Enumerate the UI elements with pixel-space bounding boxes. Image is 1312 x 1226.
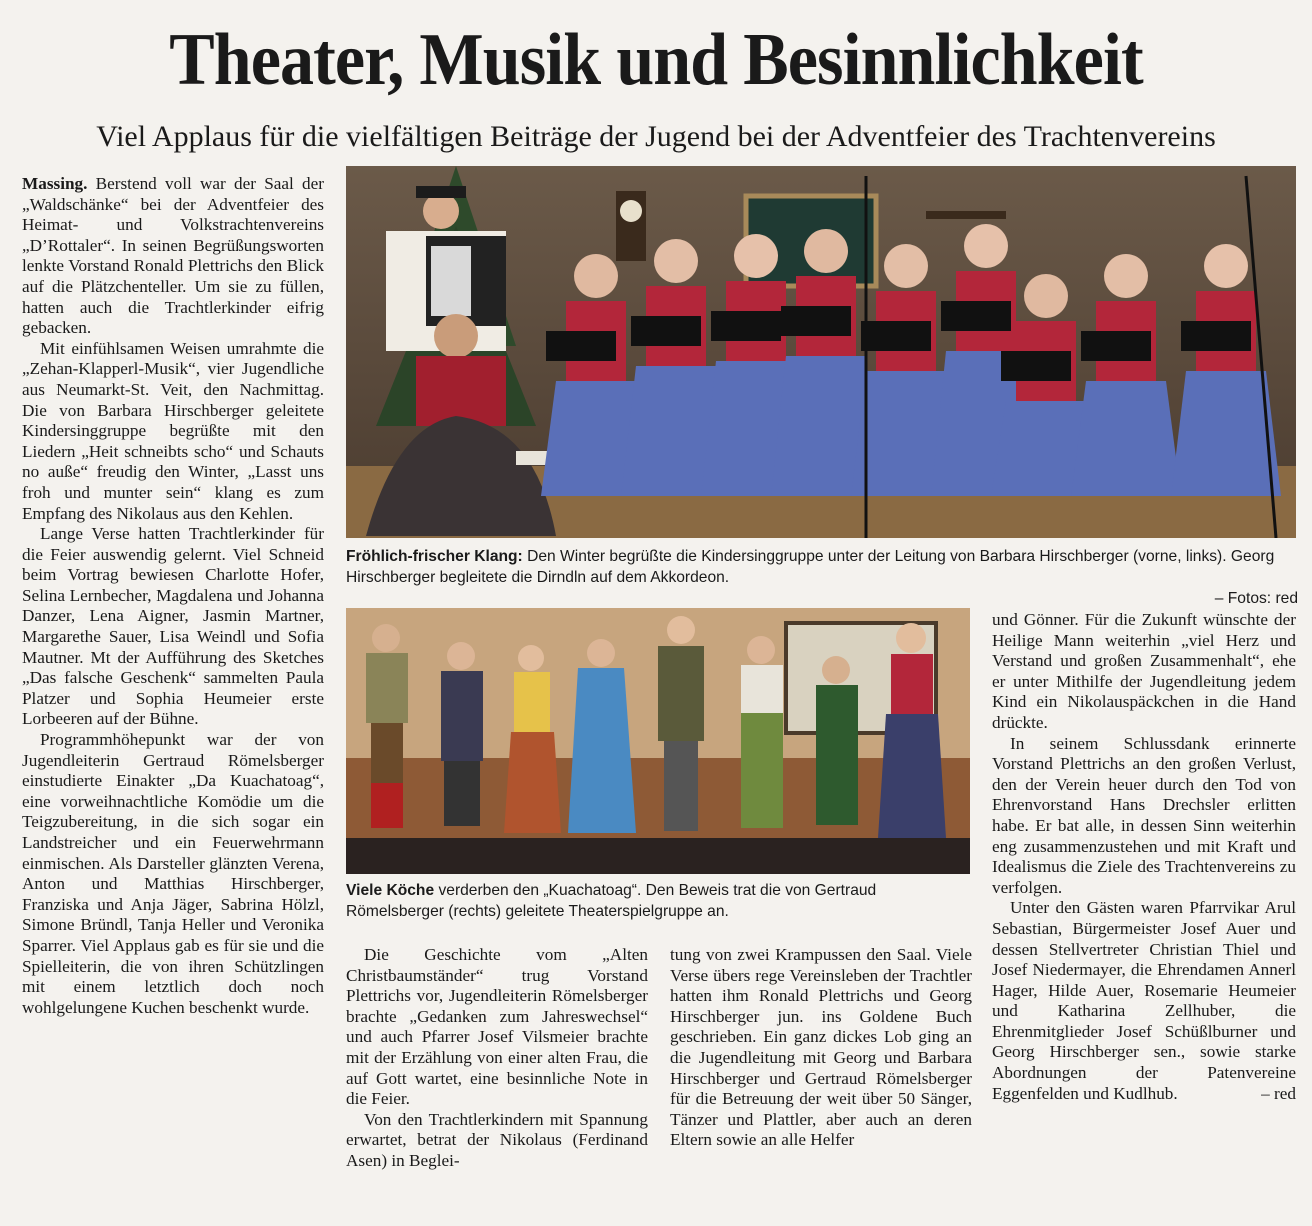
article-column-3 xyxy=(670,945,972,1151)
paragraph: tung von zwei Krampussen den Saal. Viele Verse übers rege Vereinsleben der Trachtler hatten ihm Ronald Plettrichs und Georg Hirschberger jun. ins Goldene Buch geschrieben. Ein ganz dickes Lob ging an die Jugendleitung mit Georg und Barbara Hirschberger und Gertraud Römelsberger für die Betreuung der weit über 50 Sänger, Tänzer und Plattler, aber auch an deren Eltern sowie an alle Helfer xyxy=(670,945,972,1150)
paragraph xyxy=(992,898,1296,1104)
photo-caption xyxy=(346,546,1298,607)
paragraph: Programmhöhepunkt war der von Jugendleiterin Gertraud Römelsberger einstudierte Einakter „Da Kuachatoag“, eine vorweihnachtliche Komödie um die Teigzubereitung, in die sich sogar ein Landstreicher und ein Feuerwehrmann einmischen. Als Darsteller glänzten Verena, Anton und Matthias Hirschberger, Franziska und Anja Jäger, Sabrina Hölzl, Simone Bründl, Tanja Heller und Veronika Sparrer. Viel Applaus gab es für sie und die Spielleiterin, die von ihren Schützlingen mit einem letztlich doch noch wohlgelungene Kuchen beschenkt wurde. xyxy=(22,730,324,1017)
caption-text: verderben den „Kuachatoag“. Den Beweis trat die von Gertraud Römelsberger (rechts) geleitete Theaterspielgruppe an. xyxy=(346,882,877,920)
caption-text: Den Winter begrüßte die Kindersinggruppe unter der Leitung von Barbara Hirschberger (vorne, links). Georg Hirschberger begleitete die Dirndln auf dem Akkordeon. xyxy=(346,548,1275,586)
caption-lead: Fröhlich-frischer Klang: xyxy=(346,548,523,565)
paragraph-text: Unter den Gästen waren Pfarrvikar Arul Sebastian, Bürgermeister Josef Auer und dessen Stellvertreter Christian Thiel und Josef Niedermayer, die Ehrendamen Annerl Hager, Hilde Auer, Rosemarie Heumeier und Katharina Zellhuber, die Ehrenmitglieder Josef Schüßlburner und Georg Hirschberger sen., sowie starke Abordnungen der Patenvereine Eggenfelden und Kudlhub. xyxy=(992,898,1296,1103)
photo-choir xyxy=(346,166,1296,538)
theater-illustration xyxy=(346,608,970,874)
paragraph xyxy=(22,174,324,339)
dateline: Massing. xyxy=(22,174,88,193)
paragraph: Mit einfühlsamen Weisen umrahmte die „Zehan-Klapperl-Musik“, vier Jugendliche aus Neumarkt-St. Veit, den Nachmittag. Die von Barbara Hirschberger geleitete Kindersinggruppe begrüßte mit den Liedern „Heit schneibts scho“ und Schauts no auße“ freudig den Winter, „Lasst uns froh und munter sein“ klang es zum Empfang des Nikolaus aus den Kehlen. xyxy=(22,338,324,523)
paragraph: In seinem Schlussdank erinnerte Vorstand Plettrichs an den großen Verlust, den der Verein heuer durch den Tod von Ehrenvorstand Hans Drechsler erlitten habe. Er bat alle, in dessen Sinn weiterhin eng zusammenzustehen und mit Kraft und Idealismus die Ziele des Trachtenvereins zu verfolgen. xyxy=(992,733,1296,897)
photo-theater xyxy=(346,608,970,874)
choir-illustration xyxy=(346,166,1296,538)
paragraph: Von den Trachtlerkindern mit Spannung erwartet, betrat der Nikolaus (Ferdinand Asen) in Beglei- xyxy=(346,1109,648,1170)
paragraph: Die Geschichte vom „Alten Christbaumständer“ trug Vorstand Plettrichs vor, Jugendleiterin Römelsberger brachte „Gedanken zum Jahreswechsel“ und auch Pfarrer Josef Vilsmeier brachte mit der Erzählung von einer alten Frau, die auf Gott wartet, eine besinnliche Note in die Feier. xyxy=(346,945,648,1109)
photo-caption xyxy=(346,880,970,922)
caption-lead: Viele Köche xyxy=(346,882,435,899)
photo-credit: – Fotos: red xyxy=(1214,590,1298,607)
article-column-2 xyxy=(346,945,648,1172)
article-column-1 xyxy=(22,174,324,1018)
headline: Theater, Musik und Besinnlichkeit xyxy=(169,19,1143,101)
author-signature: – red xyxy=(1261,1083,1296,1103)
subheadline: Viel Applaus für die vielfältigen Beiträge der Jugend bei der Adventfeier des Trachtenvereins xyxy=(96,120,1216,153)
article-column-4 xyxy=(992,610,1296,1104)
paragraph-text: Berstend voll war der Saal der „Waldschänke“ bei der Adventfeier des Heimat- und Volkstrachtenvereins „D’Rottaler“. In seinen Begrüßungsworten lenkte Vorstand Ronald Plettrichs den Blick auf die Plätzchenteller. Um sie zu füllen, hatten auch die Trachtlerkinder eifrig gebacken. xyxy=(22,174,324,338)
paragraph: Lange Verse hatten Trachtlerkinder für die Feier auswendig gelernt. Viel Schneid beim Vortrag bewiesen Charlotte Hofer, Selina Lernbecher, Magdalena und Johanna Danzer, Lena Aigner, Jasmin Martner, Margarethe Sauer, Lisa Weindl und Sofia Mautner. Mt der Aufführung des Sketches „Das falsche Geschenk“ sammelten Paula Platzer und Sophia Heumeier erste Lorbeeren auf der Bühne. xyxy=(22,524,324,729)
paragraph: und Gönner. Für die Zukunft wünschte der Heilige Mann weiterhin „viel Herz und Verstand und großen Zusammenhalt“, ehe er unter Mithilfe der Jugendleitung jedem Kind ein Nikolauspäckchen in die Hand drückte. xyxy=(992,610,1296,732)
